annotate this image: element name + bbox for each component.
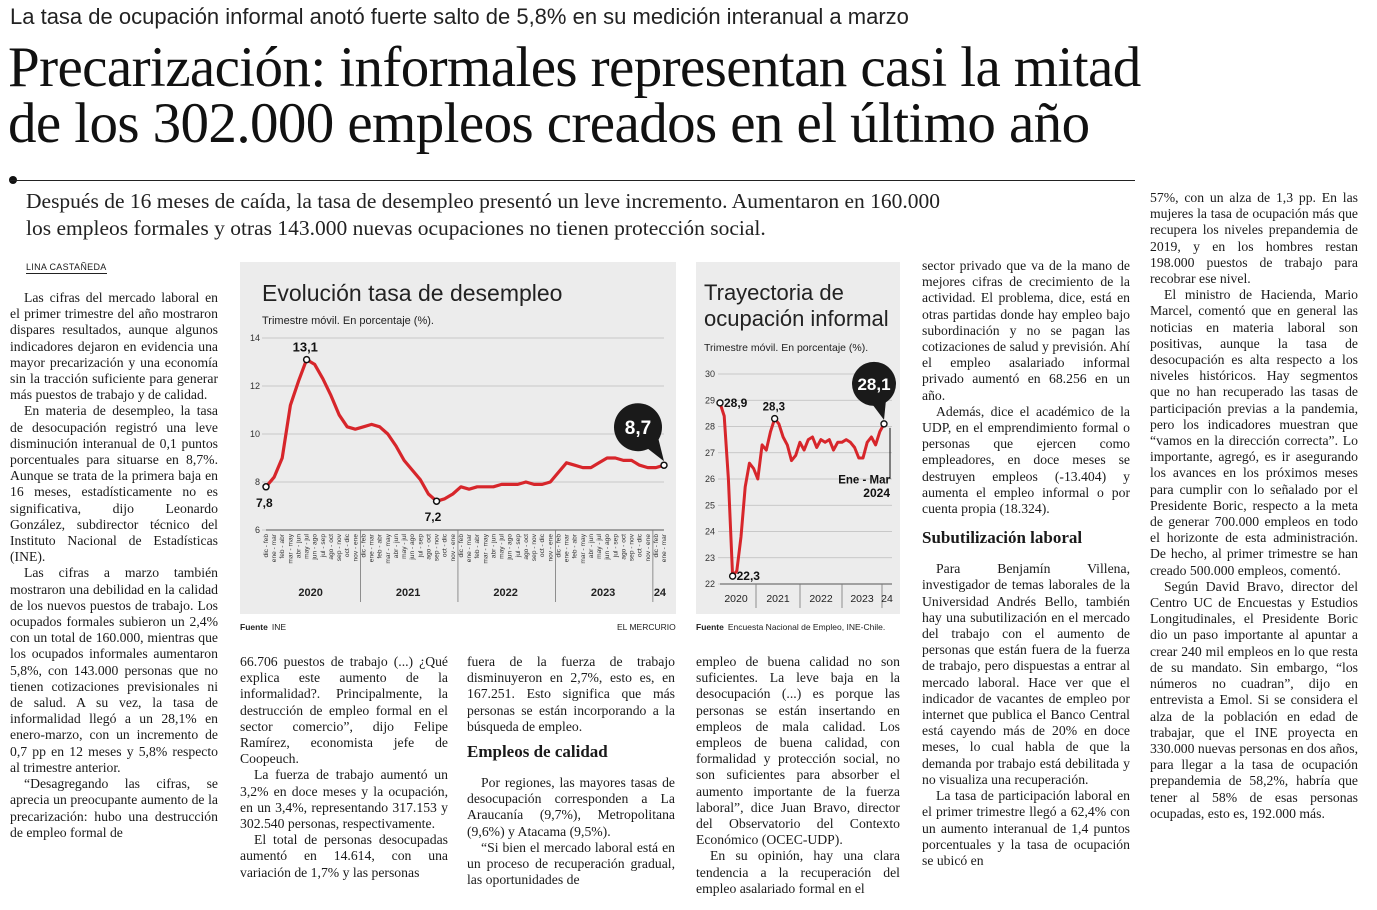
annotation-start: 7,8 xyxy=(256,495,273,510)
x-tick-label: may - jul xyxy=(498,534,506,559)
x-tick-label: sep - nov xyxy=(628,534,636,562)
col5-heading: Subutilización laboral xyxy=(922,528,1083,548)
chart2-plot xyxy=(696,262,900,614)
headline-line-2: de los 302.000 empleos creados en el último año xyxy=(8,92,1090,155)
x-tick-label: ago - oct xyxy=(327,534,335,560)
annotation-period-1: Ene - Mar xyxy=(838,474,890,487)
dek-line-1: Después de 16 meses de caída, la tasa de desempleo presentó un leve incremento. Aumentaron en 160.000 xyxy=(26,189,941,213)
chart-unemployment xyxy=(240,262,676,614)
year-label: 2022 xyxy=(809,593,833,605)
x-tick-label: nov - ene xyxy=(352,534,360,562)
x-tick-label: ago - oct xyxy=(522,534,530,560)
x-tick-label: jul - sep xyxy=(417,534,425,558)
col3-heading: Empleos de calidad xyxy=(467,742,608,762)
year-label: 2021 xyxy=(766,593,790,605)
year-label: 24 xyxy=(653,587,667,599)
x-tick-label: ene - mar xyxy=(661,534,668,563)
x-tick-label: mar - may xyxy=(287,534,295,564)
x-tick-label: dic - feb xyxy=(652,534,660,558)
x-tick-label: dic - feb xyxy=(360,534,368,558)
x-tick-label: dic - feb xyxy=(263,534,270,558)
x-tick-label: oct - dic xyxy=(344,534,352,558)
x-tick-label: jul - sep xyxy=(319,534,327,558)
body-column-4 xyxy=(696,654,900,904)
x-tick-label: may - jul xyxy=(303,534,311,559)
x-tick-label: feb - abr xyxy=(474,534,482,559)
annot-end-marker xyxy=(661,462,667,468)
x-tick-label: ene - mar xyxy=(368,534,376,563)
year-label: 2021 xyxy=(395,587,421,599)
x-tick-label: sep - nov xyxy=(531,534,539,562)
x-tick-label: abr - jun xyxy=(392,534,400,559)
col3-part-b xyxy=(467,775,675,888)
x-tick-label: nov - ene xyxy=(644,534,652,562)
body-column-3 xyxy=(467,654,675,904)
informality-line xyxy=(720,403,884,576)
body-column-1 xyxy=(10,290,218,902)
x-tick-label: may - jul xyxy=(596,534,604,559)
body-column-5 xyxy=(922,258,1130,904)
x-tick-label: jun - ago xyxy=(311,534,319,560)
body-column-2 xyxy=(240,654,448,904)
byline: LINA CASTAÑEDA xyxy=(26,262,107,272)
x-tick-label: sep - nov xyxy=(336,534,344,562)
y-tick-label: 27 xyxy=(704,447,715,458)
paragraph: Por regiones, las mayores tasas de desocupación corresponden a La Araucanía (9,7%), Metropolitana (9,6%) y Atacama (9,5%). xyxy=(467,775,675,839)
chart1-credit: EL MERCURIO xyxy=(617,622,676,632)
y-tick-label: 28 xyxy=(704,421,715,432)
y-tick-label: 26 xyxy=(704,474,715,484)
annotation-peak: 28,3 xyxy=(762,401,786,414)
annot-end-marker xyxy=(881,421,887,427)
paragraph: “Si bien el mercado laboral está en un proceso de recuperación gradual, las oportunidades de xyxy=(467,839,675,888)
dek xyxy=(26,188,1126,242)
paragraph: “Desagregando las cifras, se aprecia un preocupante aumento de la precarización: hubo una destrucción de empleo formal de xyxy=(10,776,218,840)
year-label: 2023 xyxy=(850,593,874,605)
x-tick-label: jun - ago xyxy=(506,534,514,560)
paragraph: La fuerza de trabajo aumentó un 3,2% en doce meses y la ocupación, en un 3,4%, representando 317.153 y 302.540 personas, respectivamente. xyxy=(240,767,448,832)
x-tick-label: dic - feb xyxy=(555,534,563,558)
x-tick-label: jul - sep xyxy=(514,534,522,558)
x-tick-label: ene - mar xyxy=(466,534,474,563)
paragraph: 57%, con un alza de 1,3 pp. En las mujeres la tasa de ocupación más que recupera los niveles prepandemia de 2019, y en los hombres restan 198.000 puestos de trabajo para recobrar ese nivel. xyxy=(1150,190,1358,287)
x-tick-label: jun - ago xyxy=(409,534,417,560)
x-tick-label: jun - ago xyxy=(604,534,612,560)
headline-line-1: Precarización: informales representan casi la mitad xyxy=(8,36,1141,99)
x-tick-label: ago - oct xyxy=(620,534,628,560)
year-label: 2020 xyxy=(724,593,748,605)
paragraph: El total de personas desocupadas aumentó en 14.614, con una variación de 1,7% y las personas xyxy=(240,832,448,880)
x-tick-label: abr - jun xyxy=(587,534,595,559)
chart2-source-text: Encuesta Nacional de Empleo, INE-Chile. xyxy=(727,622,886,632)
col5-part-a xyxy=(922,258,1130,517)
annot-start-marker xyxy=(263,484,269,490)
chart2-source-label: Fuente xyxy=(696,622,724,632)
x-tick-label: mar - may xyxy=(384,534,392,564)
x-tick-label: ene - mar xyxy=(271,534,279,563)
y-tick-label: 22 xyxy=(704,579,715,589)
x-tick-label: ene - mar xyxy=(563,534,571,563)
annot-low-marker xyxy=(730,573,736,579)
year-label: 2022 xyxy=(493,587,518,599)
annotation-peak: 13,1 xyxy=(292,339,318,355)
x-tick-label: oct - dic xyxy=(636,534,644,558)
paragraph: Además, dice el académico de la UDP, en el emprendimiento formal o personas que ejercen como empleadores, en doce meses se destruyen empleos (-13.404) y aumenta el empleo informal o por cuenta propia (18.324). xyxy=(922,403,1130,517)
x-tick-label: abr - jun xyxy=(295,534,303,559)
chart1-title: Evolución tasa de desempleo xyxy=(262,280,563,306)
annotation-low: 7,2 xyxy=(424,510,442,525)
col5-part-b xyxy=(922,561,1130,869)
annot-peak-marker xyxy=(304,357,310,363)
x-tick-label: mar - may xyxy=(482,534,490,564)
chart1-plot xyxy=(240,262,676,614)
unemployment-line xyxy=(266,360,664,502)
annot-low-marker xyxy=(434,498,440,504)
x-tick-label: feb - abr xyxy=(571,534,579,559)
x-tick-label: feb - abr xyxy=(376,534,384,559)
y-tick-label: 10 xyxy=(249,429,260,439)
col3-part-a xyxy=(467,654,675,735)
headline xyxy=(8,36,1373,155)
y-tick-label: 6 xyxy=(254,525,260,535)
y-tick-label: 24 xyxy=(704,526,715,537)
body-column-6 xyxy=(1150,190,1358,904)
x-tick-label: ago - oct xyxy=(425,534,433,560)
y-tick-label: 25 xyxy=(704,500,715,511)
paragraph: Las cifras del mercado laboral en el primer trimestre del año mostraron dispares resultados, aunque algunos indicadores dejaron en evidencia una mayor precarización y una economía sin la tracción suficiente para generar más puestos de trabajo y de calidad. xyxy=(10,290,218,403)
x-tick-label: nov - ene xyxy=(449,534,457,562)
y-tick-label: 30 xyxy=(704,369,715,379)
y-tick-label: 29 xyxy=(704,395,715,406)
chart2-title-line-1: Trayectoria de xyxy=(704,280,844,305)
x-tick-label: abr - jun xyxy=(490,534,498,559)
paragraph: empleo de buena calidad no son suficientes. La leve baja en la desocupación (...) es porque las personas se están insertando en empleos de mala calidad. Los empleos de buena calidad, con formalidad y protección social, no son suficientes para absorber el aumento importante de la fuerza laboral”, dice Juan Bravo, director del Observatorio del Contexto Económico (OCEC-UDP). xyxy=(696,654,900,848)
annot-peak-marker xyxy=(772,416,778,422)
x-tick-label: mar - may xyxy=(579,534,587,564)
chart1-subtitle: Trimestre móvil. En porcentaje (%). xyxy=(262,315,434,327)
chart-informality xyxy=(696,262,900,614)
x-tick-label: jul - sep xyxy=(612,534,620,558)
paragraph: Para Benjamín Villena, investigador de temas laborales de la Universidad Andrés Bello, también hay una subutilización en el mercado del trabajo con el aumento de personas que están fuera de la fuerza de trabajo, pero dispuestas a entrar al mercado laboral. Hace ver que el indicador de vacantes de empleo por internet que publica el Banco Central está cayendo más de 20% en doce meses, lo cual habla de que la demanda por trabajo está debilitada y no visualiza una recuperación. xyxy=(922,561,1130,787)
x-tick-label: dic - feb xyxy=(457,534,465,558)
dek-line-2: los empleos formales y otras 143.000 nuevas ocupaciones no tienen protección social. xyxy=(26,216,766,240)
paragraph: La tasa de participación laboral en el primer trimestre llegó a 62,4% con un aumento interanual de 1,4 puntos porcentuales y la tasa de ocupación se ubicó en xyxy=(922,788,1130,868)
x-tick-label: nov - ene xyxy=(547,534,555,562)
paragraph: En su opinión, hay una clara tendencia a la recuperación del empleo asalariado formal en el xyxy=(696,848,900,896)
x-tick-label: oct - dic xyxy=(441,534,449,558)
annotation-low: 22,3 xyxy=(736,569,760,584)
chart2-title-line-2: ocupación informal xyxy=(704,306,889,331)
paragraph: sector privado que va de la mano de mejores cifras de crecimiento de la actividad. El problema, dice, está en otras partidas donde hay empleo bajo subordinación y no se pagan las cotizaciones de salud y previsión. Ahí el empleo asalariado informal privado aumentó en 68.256 en un año. xyxy=(922,258,1130,403)
paragraph: Según David Bravo, director del Centro UC de Encuestas y Estudios Longitudinales, el Presidente Boric dio un paso importante al apuntar a crear 240 mil empleos en lo que resta de su mandato. Sin embargo, “los números no cuadran”, dijo en entrevista a Emol. Si se considera el alza de la población en edad de trabajar, que el INE proyecta en 330.000 nuevas personas en dos años, para llegar a la tasa de ocupación prepandemia de 58,2%, habría que tener al 58% de esas personas ocupadas, esto es, 192.000 más. xyxy=(1150,578,1358,821)
chart1-source-label: Fuente xyxy=(240,622,268,632)
year-label: 24 xyxy=(881,593,893,605)
badge-value: 8,7 xyxy=(624,418,652,440)
y-tick-label: 14 xyxy=(249,333,260,343)
badge-value: 28,1 xyxy=(857,374,891,394)
y-tick-label: 23 xyxy=(704,552,715,563)
annot-start-marker xyxy=(717,400,723,406)
kicker: La tasa de ocupación informal anotó fuerte salto de 5,8% en su medición interanual a marzo xyxy=(10,4,909,29)
chart1-source xyxy=(240,622,286,632)
paragraph: El ministro de Hacienda, Mario Marcel, comentó que en general las noticias en materia laboral son positivas, aunque la tasa de desocupación es alta respecto a los niveles históricos. Hay segmentos que no han recuperado las tasas de participación previas a la pandemia, pero los indicadores muestran que “vamos en la dirección correcta”. Lo importante, agregó, es ir asegurando los avances en los próximos meses para cumplir con lo señalado por el Presidente Boric, respecto a la meta de generar 700.000 empleos en todo el horizonte de esta administración. De hecho, al primer trimestre se han creado 500.000 empleos, comentó. xyxy=(1150,287,1358,578)
y-tick-label: 12 xyxy=(249,381,260,391)
x-tick-label: may - jul xyxy=(401,534,409,559)
x-tick-label: sep - nov xyxy=(433,534,441,562)
x-tick-label: oct - dic xyxy=(539,534,547,558)
paragraph: En materia de desempleo, la tasa de desocupación registró una leve disminución interanual de 0,1 puntos porcentuales para situarse en 8,7%. Aunque se trata de la primera baja en 16 meses, estadísticamente no es significativa, dijo Leonardo González, subdirector técnico del Instituto Nacional de Estadísticas (INE). xyxy=(10,403,218,565)
annotation-period-2: 2024 xyxy=(863,485,890,500)
chart2-subtitle: Trimestre móvil. En porcentaje (%). xyxy=(704,342,869,354)
horizontal-rule xyxy=(10,180,1135,181)
chart2-source xyxy=(696,622,885,632)
chart1-source-text: INE xyxy=(271,622,287,632)
year-label: 2020 xyxy=(298,587,323,599)
y-tick-label: 8 xyxy=(254,477,260,487)
paragraph: fuera de la fuerza de trabajo disminuyeron en 2,7%, esto es, en 167.251. Esto significa que más personas se están incorporando a la búsqueda de empleo. xyxy=(467,654,675,734)
paragraph: Las cifras a marzo también mostraron una debilidad en la calidad de los nuevos puestos de trabajo. Los ocupados formales subieron un 2,4% con un total de 160.000, mientras que los ocupados informales aumentaron 5,8%, con 143.000 personas que no tienen cotizaciones previsionales ni de salud. A su vez, la tasa de informalidad llegó a un 28,1% en enero-marzo, con un incremento de 0,7 pp en 12 meses y 5,8% respecto al trimestre anterior. xyxy=(10,565,218,775)
x-tick-label: feb - abr xyxy=(279,534,287,559)
paragraph: 66.706 puestos de trabajo (...) ¿Qué explica este aumento de la informalidad?. Principalmente, la destrucción de empleo formal en el sector comercio”, dijo Felipe Ramírez, economista jefe de Coopeuch. xyxy=(240,654,448,767)
year-label: 2023 xyxy=(590,587,616,599)
annotation-start: 28,9 xyxy=(724,395,748,410)
